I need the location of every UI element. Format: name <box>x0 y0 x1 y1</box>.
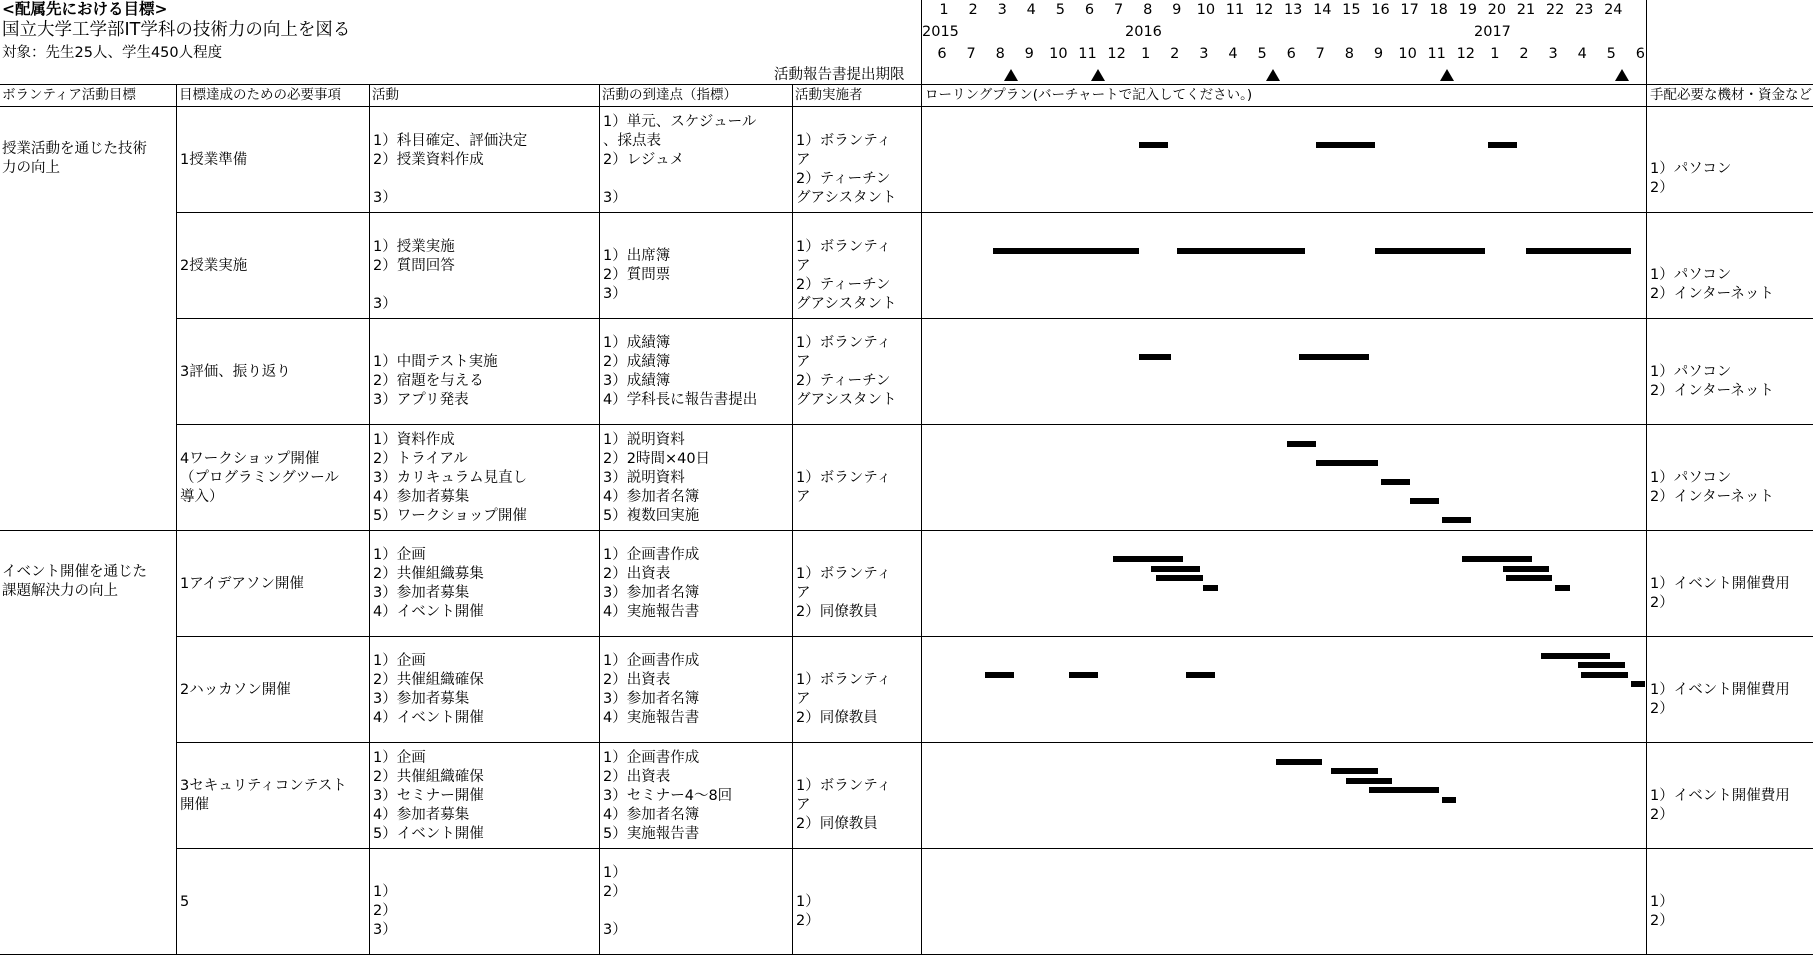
achievement-cell-text: 1）成績簿 2）成績簿 3）成績簿 4）学科長に報告書提出 <box>603 335 758 408</box>
gantt-bar <box>1442 517 1471 523</box>
page-title: <配属先における目標> <box>2 0 168 18</box>
requirement-cell-text: 1アイデアソン開催 <box>180 575 304 592</box>
requirement-cell-text: 2授業実施 <box>180 257 248 274</box>
achievement-cell <box>600 213 791 317</box>
gantt-bar <box>1069 672 1098 678</box>
header-divider <box>0 84 1813 85</box>
timeline-calendar-month: 5 <box>1257 46 1267 62</box>
gantt-bar <box>1369 787 1439 793</box>
requirement-cell <box>177 743 368 847</box>
gantt-bar <box>1581 672 1628 678</box>
activity-cell-text: 1）資料作成 2）トライアル 3）カリキュラム見直し 4）参加者募集 5）ワークショップ開催 <box>373 431 528 524</box>
timeline-calendar-month: 8 <box>995 46 1005 62</box>
timeline-month-index: 20 <box>1487 2 1507 18</box>
timeline-year-label: 2015 <box>922 24 959 40</box>
gantt-bar <box>1151 566 1200 572</box>
gantt-bar <box>985 672 1014 678</box>
equipment-cell <box>1647 743 1812 847</box>
timeline-year-label: 2016 <box>1125 24 1162 40</box>
timeline-month-index: 8 <box>1143 2 1153 18</box>
achievement-cell <box>600 637 791 741</box>
gantt-bar <box>1462 556 1532 562</box>
activity-cell <box>370 319 598 423</box>
gantt-bar <box>1503 566 1550 572</box>
equipment-cell <box>1647 531 1812 635</box>
requirement-cell-text: 3セキュリティコンテスト 開催 <box>180 778 347 813</box>
goal-problem-solving: イベント開催を通じた 課題解決力の向上 <box>2 564 147 599</box>
timeline-month-index: 19 <box>1458 2 1478 18</box>
activity-cell <box>370 849 598 953</box>
activity-cell <box>370 743 598 847</box>
timeline-calendar-month: 12 <box>1107 46 1126 62</box>
timeline-calendar-month: 9 <box>1373 46 1384 62</box>
equipment-cell <box>1647 425 1812 529</box>
timeline-calendar-month: 1 <box>1141 46 1151 62</box>
goal-technical-skills: 授業活動を通じた技術 力の向上 <box>2 141 147 176</box>
col-header-requirement: 目標達成のための必要事項 <box>179 87 341 103</box>
achievement-cell <box>600 425 791 529</box>
timeline-month-index: 15 <box>1342 2 1361 18</box>
equipment-cell <box>1647 849 1812 953</box>
executor-cell-text: 1）ボランティ ア 2）同僚教員 <box>796 566 892 620</box>
executor-cell-text: 1）ボランティ ア 2）ティーチン グアシスタント <box>796 132 897 206</box>
equipment-cell-text: 1）イベント開催費用 2） <box>1650 787 1790 823</box>
gantt-bar <box>1488 142 1517 148</box>
timeline-month-index: 9 <box>1172 2 1182 18</box>
requirement-cell <box>177 425 368 529</box>
executor-cell <box>793 531 920 635</box>
timeline-calendar-month: 7 <box>966 46 976 62</box>
timeline-month-index: 1 <box>939 2 949 18</box>
requirement-cell <box>177 849 368 953</box>
requirement-cell-text: 2ハッカソン開催 <box>180 681 291 698</box>
col-header-achievement: 活動の到達点（指標） <box>602 87 737 103</box>
equipment-cell <box>1647 637 1812 741</box>
requirement-cell-text: 4ワークショップ開催 （プログラミングツール 導入） <box>180 450 339 505</box>
executor-cell-text: 1） 2） <box>796 893 820 929</box>
timeline-calendar-month: 1 <box>1490 46 1500 62</box>
equipment-cell <box>1647 213 1812 317</box>
gantt-bar <box>1375 248 1486 254</box>
timeline-calendar-month: 5 <box>1606 46 1616 62</box>
target-audience: 対象：先生25人、学生450人程度 <box>2 45 223 61</box>
activity-cell-text: 1）科目確定、評価決定 2）授業資料作成 3） <box>373 132 528 206</box>
equipment-cell-text: 1）パソコン 2）インターネット <box>1650 267 1774 302</box>
timeline-month-index: 13 <box>1283 2 1303 18</box>
timeline-calendar-month: 7 <box>1315 46 1325 62</box>
achievement-cell <box>600 107 791 211</box>
equipment-cell-text: 1）パソコン 2）インターネット <box>1650 363 1774 399</box>
gantt-bar <box>1186 672 1215 678</box>
achievement-cell-text: 1）企画書作成 2）出資表 3）参加者名簿 4）実施報告書 <box>603 653 700 726</box>
timeline-month-index: 14 <box>1313 2 1332 18</box>
timeline-month-index: 18 <box>1429 2 1448 18</box>
equipment-cell <box>1647 319 1812 423</box>
col-header-activity: 活動 <box>372 87 399 103</box>
gantt-bar <box>1177 248 1305 254</box>
requirement-cell-text: 1授業準備 <box>180 151 248 168</box>
timeline-month-index: 16 <box>1371 2 1390 18</box>
timeline-month-index: 7 <box>1113 2 1124 18</box>
gantt-bar <box>1578 662 1625 668</box>
executor-cell <box>793 425 920 529</box>
requirement-cell-text: 5 <box>180 893 190 910</box>
equipment-cell-text: 1）パソコン 2）インターネット <box>1650 469 1774 505</box>
timeline-calendar-month: 6 <box>937 46 947 62</box>
gantt-bar <box>1287 441 1316 447</box>
timeline-month-index: 2 <box>968 2 978 18</box>
gantt-bar <box>1276 759 1323 765</box>
timeline-calendar-month: 8 <box>1344 46 1354 62</box>
activity-cell <box>370 637 598 741</box>
activity-cell <box>370 213 598 317</box>
executor-cell-text: 1）ボランティ ア <box>796 469 892 505</box>
timeline-calendar-month: 10 <box>1049 46 1068 62</box>
executor-cell <box>793 107 920 211</box>
activity-cell <box>370 531 598 635</box>
requirement-cell <box>177 531 368 635</box>
gantt-bar <box>1541 653 1611 659</box>
gantt-bar <box>1299 354 1369 360</box>
timeline-month-index: 10 <box>1196 2 1216 18</box>
timeline-calendar-month: 10 <box>1398 46 1417 62</box>
col-header-equipment: 手配必要な機材・資金など <box>1650 87 1812 103</box>
equipment-cell-text: 1）パソコン 2） <box>1650 161 1732 196</box>
executor-cell-text: 1）ボランティ ア 2）同僚教員 <box>796 672 892 726</box>
timeline-month-index: 3 <box>997 2 1007 18</box>
gantt-bar <box>1526 248 1631 254</box>
timeline-calendar-month: 4 <box>1228 46 1238 62</box>
achievement-cell-text: 1）単元、スケジュール 、採点表 2）レジュメ 3） <box>603 113 757 206</box>
gantt-bar <box>1410 498 1439 504</box>
equipment-cell <box>1647 107 1812 211</box>
achievement-cell-text: 1）説明資料 2）2時間×40日 3）説明資料 4）参加者名簿 5）複数回実施 <box>603 431 711 524</box>
activity-cell-text: 1）授業実施 2）質問回答 3） <box>373 238 455 312</box>
requirement-cell <box>177 637 368 741</box>
timeline-month-index: 6 <box>1084 2 1095 18</box>
gantt-bar <box>1316 460 1377 466</box>
activity-cell-text: 1） 2） 3） <box>373 884 397 938</box>
gantt-bar <box>1346 778 1393 784</box>
deadline-label: 活動報告書提出期限 <box>774 67 905 83</box>
activity-cell-text: 1）企画 2）共催組織確保 3）参加者募集 4）イベント開催 <box>373 653 484 726</box>
gantt-bar <box>1203 585 1218 591</box>
achievement-cell-text: 1） 2） 3） <box>603 865 627 938</box>
timeline-calendar-month: 9 <box>1024 46 1034 62</box>
gantt-bar <box>1113 556 1183 562</box>
timeline-divider-left <box>921 0 922 954</box>
executor-cell-text: 1）ボランティ ア 2）ティーチン グアシスタント <box>796 335 897 408</box>
achievement-cell-text: 1）企画書作成 2）出資表 3）セミナー4～8回 4）参加者名簿 5）実施報告書 <box>603 749 733 842</box>
executor-cell-text: 1）ボランティ ア 2）ティーチン グアシスタント <box>796 238 897 312</box>
achievement-cell-text: 1）出席簿 2）質問票 3） <box>603 248 671 302</box>
requirement-cell <box>177 213 368 317</box>
executor-cell <box>793 743 920 847</box>
gantt-bar <box>1506 575 1553 581</box>
timeline-calendar-month: 6 <box>1286 46 1296 62</box>
timeline-calendar-month: 3 <box>1548 46 1558 62</box>
achievement-cell <box>600 531 791 635</box>
requirement-cell-text: 3評価、振り返り <box>180 363 291 380</box>
requirement-cell <box>177 319 368 423</box>
timeline-month-index: 22 <box>1545 2 1565 18</box>
col-header-rolling-plan: ローリングプラン(バーチャートで記入してください。) <box>925 87 1253 103</box>
timeline-month-index: 21 <box>1516 2 1536 18</box>
gantt-bar <box>1139 354 1171 360</box>
timeline-calendar-month: 6 <box>1635 46 1645 62</box>
activity-cell <box>370 425 598 529</box>
gantt-bar <box>1631 681 1646 687</box>
timeline-month-index: 12 <box>1254 2 1274 18</box>
timeline-calendar-month: 2 <box>1170 46 1180 62</box>
gantt-bar <box>993 248 1139 254</box>
timeline-calendar-month: 11 <box>1078 46 1097 62</box>
gantt-bar <box>1442 797 1457 803</box>
timeline-calendar-month: 11 <box>1427 46 1446 62</box>
gantt-bar <box>1139 142 1168 148</box>
equipment-cell-text: 1）イベント開催費用 2） <box>1650 575 1790 611</box>
executor-cell <box>793 637 920 741</box>
timeline-month-index: 23 <box>1574 2 1594 18</box>
activity-cell-text: 1）企画 2）共催組織確保 3）セミナー開催 4）参加者募集 5）イベント開催 <box>373 749 484 842</box>
activity-cell-text: 1）企画 2）共催組織募集 3）参加者募集 4）イベント開催 <box>373 547 484 620</box>
achievement-cell-text: 1）企画書作成 2）出資表 3）参加者名簿 4）実施報告書 <box>603 547 700 620</box>
gantt-bar <box>1381 479 1410 485</box>
equipment-cell-text: 1） 2） <box>1650 893 1674 929</box>
executor-cell-text: 1）ボランティ ア 2）同僚教員 <box>796 778 892 832</box>
executor-cell <box>793 319 920 423</box>
timeline-month-index: 24 <box>1604 2 1623 18</box>
timeline-month-index: 17 <box>1400 2 1419 18</box>
page-subtitle: 国立大学工学部IT学科の技術力の向上を図る <box>2 20 351 40</box>
gantt-bar <box>1331 768 1378 774</box>
achievement-cell <box>600 849 791 953</box>
gantt-bar <box>1555 585 1570 591</box>
gantt-bar <box>1316 142 1374 148</box>
timeline-calendar-month: 2 <box>1519 46 1529 62</box>
timeline-month-index: 4 <box>1026 2 1036 18</box>
timeline-calendar-month: 3 <box>1199 46 1209 62</box>
activity-cell-text: 1）中間テスト実施 2）宿題を与える 3）アプリ発表 <box>373 354 498 408</box>
gantt-bar <box>1156 575 1203 581</box>
equipment-cell-text: 1）イベント開催費用 2） <box>1650 681 1790 717</box>
executor-cell <box>793 849 920 953</box>
timeline-year-label: 2017 <box>1474 24 1511 40</box>
executor-cell <box>793 213 920 317</box>
timeline-month-index: 11 <box>1225 2 1245 18</box>
requirement-cell <box>177 107 368 211</box>
timeline-calendar-month: 12 <box>1456 46 1476 62</box>
activity-cell <box>370 107 598 211</box>
achievement-cell <box>600 743 791 847</box>
col-header-goal: ボランティア活動目標 <box>2 87 136 103</box>
timeline-month-index: 5 <box>1055 2 1065 18</box>
achievement-cell <box>600 319 791 423</box>
col-header-executor: 活動実施者 <box>795 87 863 103</box>
timeline-calendar-month: 4 <box>1577 46 1587 62</box>
